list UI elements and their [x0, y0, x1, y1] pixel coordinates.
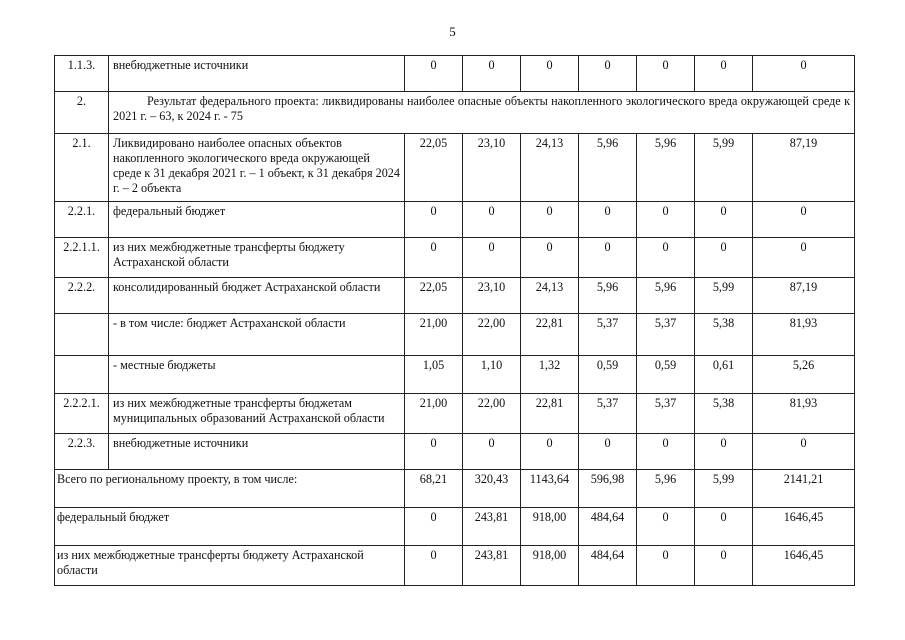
- value-cell: 0: [637, 56, 695, 92]
- value-cell: 5,26: [753, 356, 855, 394]
- budget-table: [54, 55, 855, 586]
- value-cell: 0: [579, 202, 637, 238]
- value-cell: 0: [521, 238, 579, 278]
- value-cell: 0: [463, 238, 521, 278]
- value-cell: 918,00: [521, 546, 579, 586]
- table-row: [55, 356, 855, 394]
- value-cell: 484,64: [579, 546, 637, 586]
- value-cell: 0: [753, 434, 855, 470]
- value-cell: 0: [753, 56, 855, 92]
- value-cell: 0: [463, 56, 521, 92]
- value-cell: 0: [405, 202, 463, 238]
- value-cell: 5,37: [579, 394, 637, 434]
- value-cell: 22,00: [463, 314, 521, 356]
- table-row: [55, 202, 855, 238]
- value-cell: 1646,45: [753, 508, 855, 546]
- value-cell: 5,38: [695, 394, 753, 434]
- value-cell: 24,13: [521, 134, 579, 202]
- value-cell: 81,93: [753, 314, 855, 356]
- value-cell: 5,96: [637, 278, 695, 314]
- value-cell: 0: [579, 56, 637, 92]
- value-cell: 1,10: [463, 356, 521, 394]
- row-number: 2.2.1.: [55, 202, 109, 238]
- value-cell: 0: [695, 434, 753, 470]
- value-cell: 81,93: [753, 394, 855, 434]
- value-cell: 21,00: [405, 314, 463, 356]
- row-description: - в том числе: бюджет Астраханской области: [109, 314, 405, 356]
- row-number: 2.: [55, 92, 109, 134]
- row-description: консолидированный бюджет Астраханской области: [109, 278, 405, 314]
- value-cell: 0: [695, 202, 753, 238]
- value-cell: 0: [695, 238, 753, 278]
- value-cell: 243,81: [463, 546, 521, 586]
- value-cell: 0: [753, 202, 855, 238]
- value-cell: 5,99: [695, 470, 753, 508]
- row-description: внебюджетные источники: [109, 56, 405, 92]
- value-cell: 0: [463, 202, 521, 238]
- value-cell: 0: [579, 434, 637, 470]
- row-number: 2.2.2.: [55, 278, 109, 314]
- row-number: [55, 314, 109, 356]
- table-row: [55, 546, 855, 586]
- table-row: [55, 508, 855, 546]
- row-number: 1.1.3.: [55, 56, 109, 92]
- value-cell: 0: [579, 238, 637, 278]
- value-cell: 22,05: [405, 278, 463, 314]
- value-cell: 5,37: [637, 394, 695, 434]
- value-cell: 243,81: [463, 508, 521, 546]
- table-row: [55, 92, 855, 134]
- row-number: [55, 356, 109, 394]
- value-cell: 0: [695, 56, 753, 92]
- row-description: Всего по региональному проекту, в том числе:: [55, 470, 405, 508]
- table-row: [55, 470, 855, 508]
- row-description: из них межбюджетные трансферты бюджету Астраханской области: [55, 546, 405, 586]
- page-number: 5: [449, 24, 456, 39]
- value-cell: 0: [521, 202, 579, 238]
- value-cell: 22,81: [521, 314, 579, 356]
- value-cell: 2141,21: [753, 470, 855, 508]
- row-description: Ликвидировано наиболее опасных объектов накопленного экологического вреда окружающей среде к 31 декабря 2021 г. – 1 объект, к 31 декабря 2024 г. – 2 объекта: [109, 134, 405, 202]
- value-cell: 918,00: [521, 508, 579, 546]
- value-cell: 0,59: [579, 356, 637, 394]
- value-cell: 0: [637, 202, 695, 238]
- table-row: [55, 134, 855, 202]
- row-description: из них межбюджетные трансферты бюджету Астраханской области: [109, 238, 405, 278]
- value-cell: 5,96: [637, 470, 695, 508]
- table-row: [55, 394, 855, 434]
- value-cell: 68,21: [405, 470, 463, 508]
- table-row: [55, 314, 855, 356]
- row-number: 2.2.2.1.: [55, 394, 109, 434]
- value-cell: 5,96: [579, 278, 637, 314]
- row-description: внебюджетные источники: [109, 434, 405, 470]
- row-number: 2.2.3.: [55, 434, 109, 470]
- value-cell: 0: [463, 434, 521, 470]
- value-cell: 0: [405, 238, 463, 278]
- value-cell: 0,59: [637, 356, 695, 394]
- value-cell: 0: [695, 508, 753, 546]
- table-row: [55, 56, 855, 92]
- value-cell: 5,37: [579, 314, 637, 356]
- value-cell: 0: [753, 238, 855, 278]
- value-cell: 5,99: [695, 134, 753, 202]
- value-cell: 0: [521, 56, 579, 92]
- row-number: 2.1.: [55, 134, 109, 202]
- value-cell: 0: [695, 546, 753, 586]
- row-number: 2.2.1.1.: [55, 238, 109, 278]
- section-heading: Результат федерального проекта: ликвидированы наиболее опасные объекты накопленного экологического вреда окружающей среде к 2021 г. – 63, к 2024 г. - 75: [109, 92, 855, 134]
- value-cell: 0: [637, 238, 695, 278]
- value-cell: 22,05: [405, 134, 463, 202]
- table-row: [55, 278, 855, 314]
- value-cell: 0: [405, 546, 463, 586]
- value-cell: 0,61: [695, 356, 753, 394]
- value-cell: 5,38: [695, 314, 753, 356]
- value-cell: 5,99: [695, 278, 753, 314]
- value-cell: 22,00: [463, 394, 521, 434]
- value-cell: 5,37: [637, 314, 695, 356]
- value-cell: 596,98: [579, 470, 637, 508]
- value-cell: 0: [405, 56, 463, 92]
- value-cell: 5,96: [579, 134, 637, 202]
- value-cell: 23,10: [463, 278, 521, 314]
- value-cell: 87,19: [753, 278, 855, 314]
- value-cell: 21,00: [405, 394, 463, 434]
- value-cell: 23,10: [463, 134, 521, 202]
- value-cell: 1,32: [521, 356, 579, 394]
- table-row: [55, 238, 855, 278]
- value-cell: 0: [521, 434, 579, 470]
- value-cell: 0: [405, 434, 463, 470]
- value-cell: 22,81: [521, 394, 579, 434]
- value-cell: 87,19: [753, 134, 855, 202]
- value-cell: 1143,64: [521, 470, 579, 508]
- value-cell: 0: [637, 546, 695, 586]
- value-cell: 320,43: [463, 470, 521, 508]
- row-description: федеральный бюджет: [55, 508, 405, 546]
- value-cell: 0: [405, 508, 463, 546]
- row-description: федеральный бюджет: [109, 202, 405, 238]
- value-cell: 484,64: [579, 508, 637, 546]
- value-cell: 24,13: [521, 278, 579, 314]
- table-row: [55, 434, 855, 470]
- value-cell: 5,96: [637, 134, 695, 202]
- value-cell: 1646,45: [753, 546, 855, 586]
- row-description: - местные бюджеты: [109, 356, 405, 394]
- value-cell: 0: [637, 508, 695, 546]
- value-cell: 0: [637, 434, 695, 470]
- value-cell: 1,05: [405, 356, 463, 394]
- row-description: из них межбюджетные трансферты бюджетам муниципальных образований Астраханской области: [109, 394, 405, 434]
